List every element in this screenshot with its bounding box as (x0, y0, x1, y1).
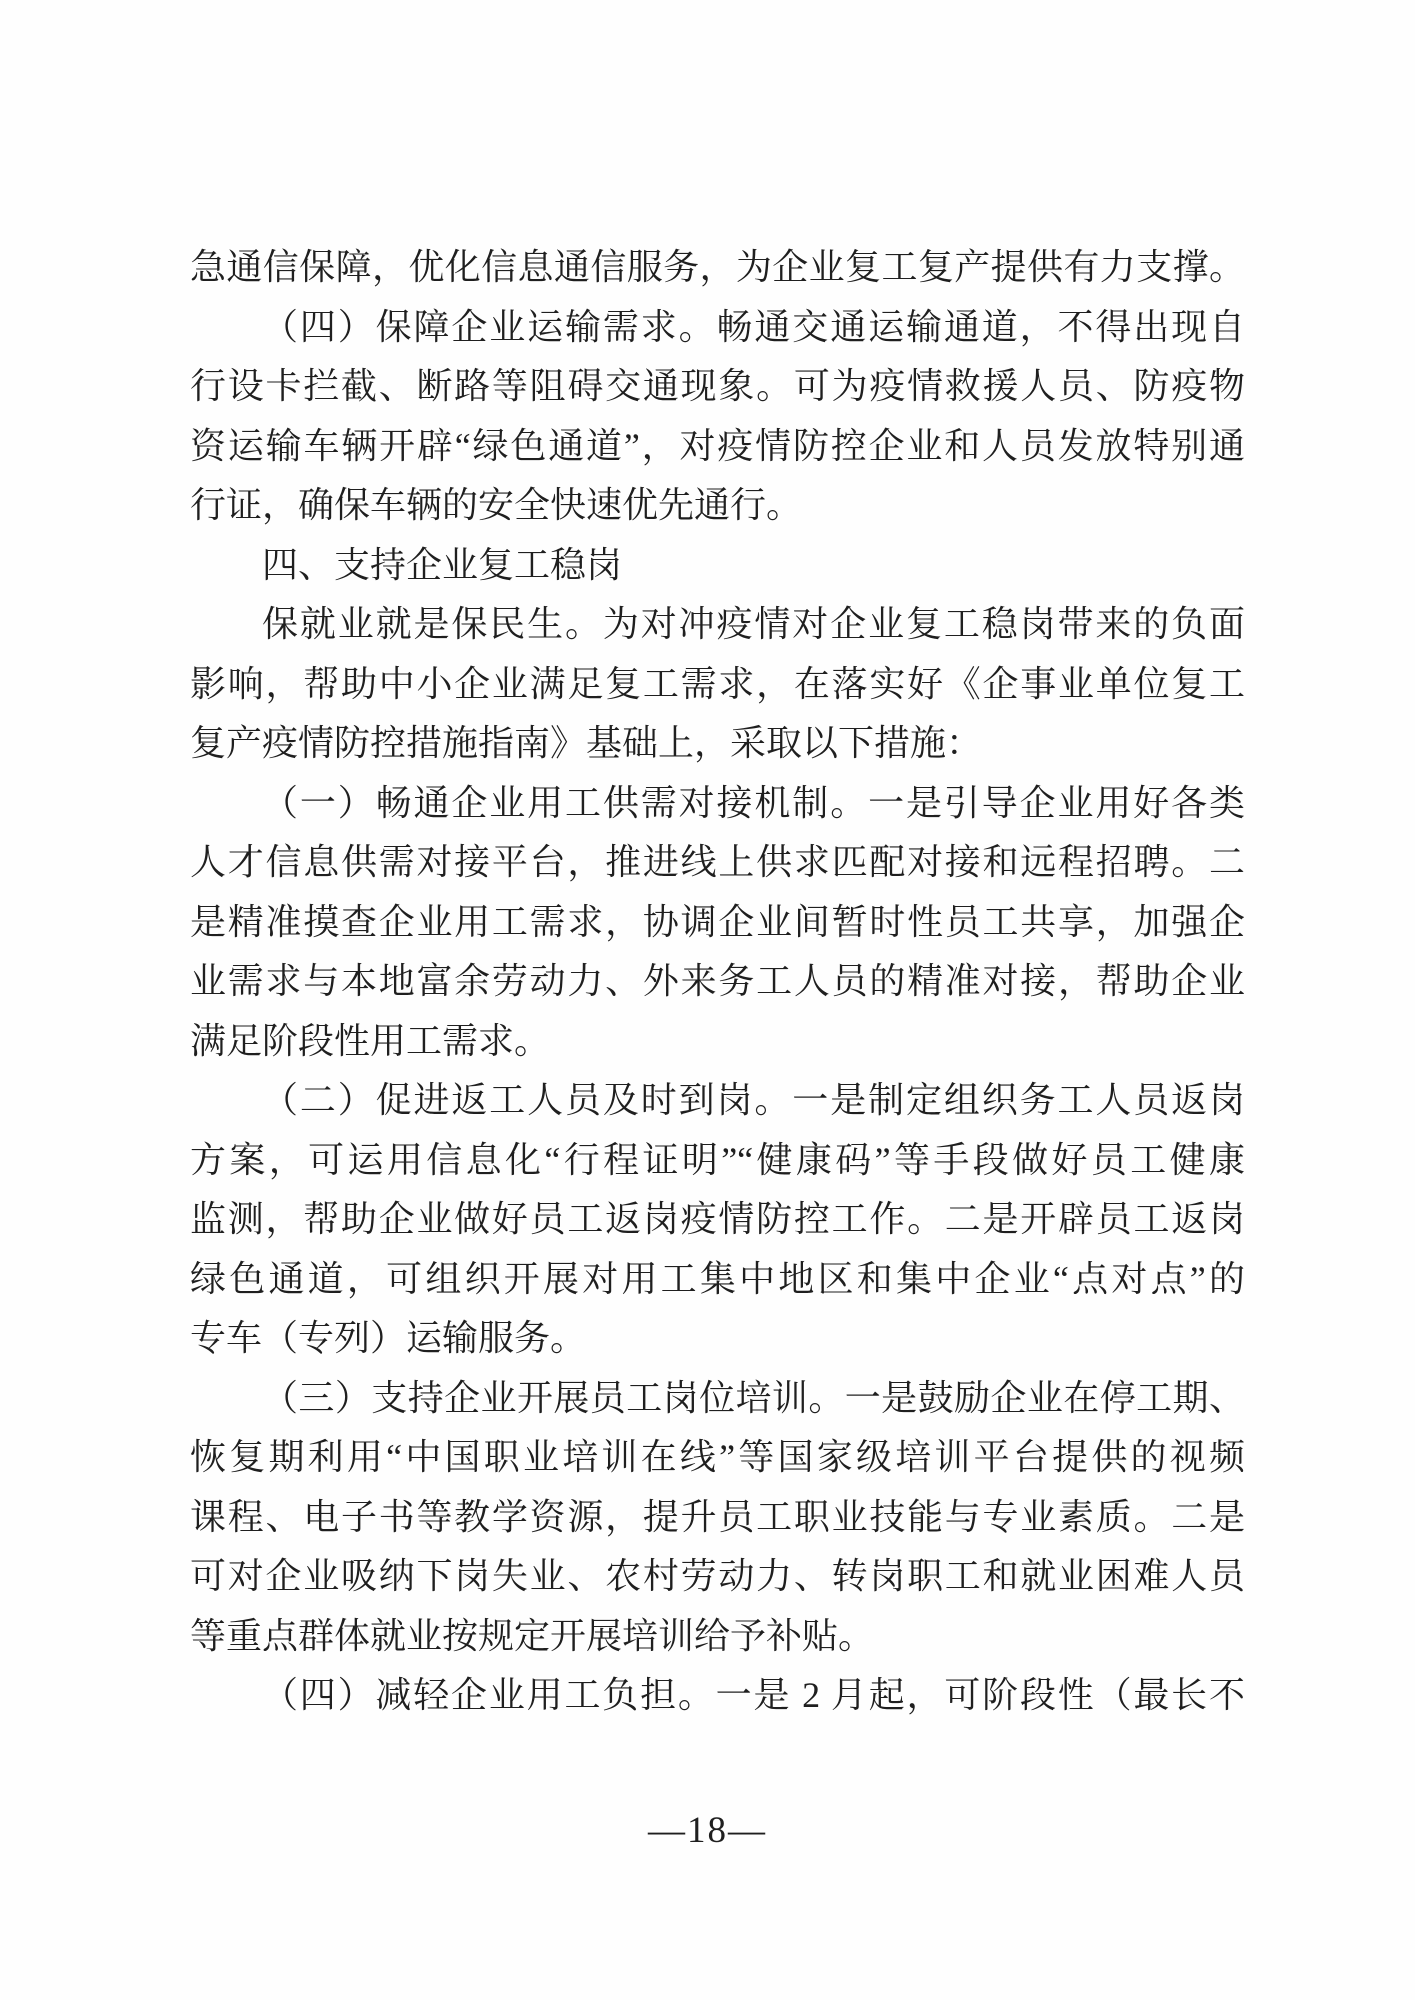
section-heading-line: 四、支持企业复工稳岗 (262, 544, 623, 585)
document-line: （二）促进返工人员及时到岗。一是制定组织务工人员返岗 (262, 1080, 1245, 1120)
document-line: 是精准摸查企业用工需求，协调企业间暂时性员工共享，加强企 (190, 901, 1245, 942)
document-line: 等重点群体就业按规定开展培训给予补贴。 (190, 1615, 875, 1656)
document-line: 影响，帮助中小企业满足复工需求，在落实好《企事业单位复工 (190, 663, 1245, 704)
document-line: 专车（专列）运输服务。 (190, 1318, 587, 1358)
document-line: 急通信保障，优化信息通信服务，为企业复工复产提供有力支撑。 (190, 247, 1245, 287)
document-line: 课程、电子书等教学资源，提升员工职业技能与专业素质。二是 (190, 1496, 1245, 1537)
document-line: （四）保障企业运输需求。畅通交通运输通道，不得出现自 (262, 306, 1245, 347)
page-number: —18— (648, 1810, 767, 1851)
document-line: 行设卡拦截、断路等阻碍交通现象。可为疫情救援人员、防疫物 (190, 366, 1245, 406)
document-line: 行证，确保车辆的安全快速优先通行。 (190, 485, 803, 525)
document-line: 绿色通道，可组织开展对用工集中地区和集中企业“点对点”的 (190, 1258, 1245, 1299)
document-line: 满足阶段性用工需求。 (190, 1020, 551, 1061)
document-line: （四）减轻企业用工负担。一是 2 月起，可阶段性（最长不 (262, 1675, 1245, 1715)
document-line: 业需求与本地富余劳动力、外来务工人员的精准对接，帮助企业 (190, 961, 1245, 1001)
document-line: 方案，可运用信息化“行程证明”“健康码”等手段做好员工健康 (190, 1139, 1245, 1180)
document-body (190, 238, 1245, 1726)
document-line: （三）支持企业开展员工岗位培训。一是鼓励企业在停工期、 (262, 1377, 1245, 1418)
document-line: 监测，帮助企业做好员工返岗疫情防控工作。二是开辟员工返岗 (190, 1199, 1245, 1239)
document-line: 恢复期利用“中国职业培训在线”等国家级培训平台提供的视频 (190, 1437, 1245, 1477)
document-line: 人才信息供需对接平台，推进线上供求匹配对接和远程招聘。二 (190, 842, 1245, 882)
document-line: 资运输车辆开辟“绿色通道”，对疫情防控企业和人员发放特别通 (190, 425, 1245, 466)
document-line: （一）畅通企业用工供需对接机制。一是引导企业用好各类 (262, 782, 1245, 823)
document-line: 保就业就是保民生。为对冲疫情对企业复工稳岗带来的负面 (262, 604, 1245, 644)
document-line: 复产疫情防控措施指南》基础上，采取以下措施： (190, 723, 983, 763)
document-line: 可对企业吸纳下岗失业、农村劳动力、转岗职工和就业困难人员 (190, 1556, 1245, 1596)
